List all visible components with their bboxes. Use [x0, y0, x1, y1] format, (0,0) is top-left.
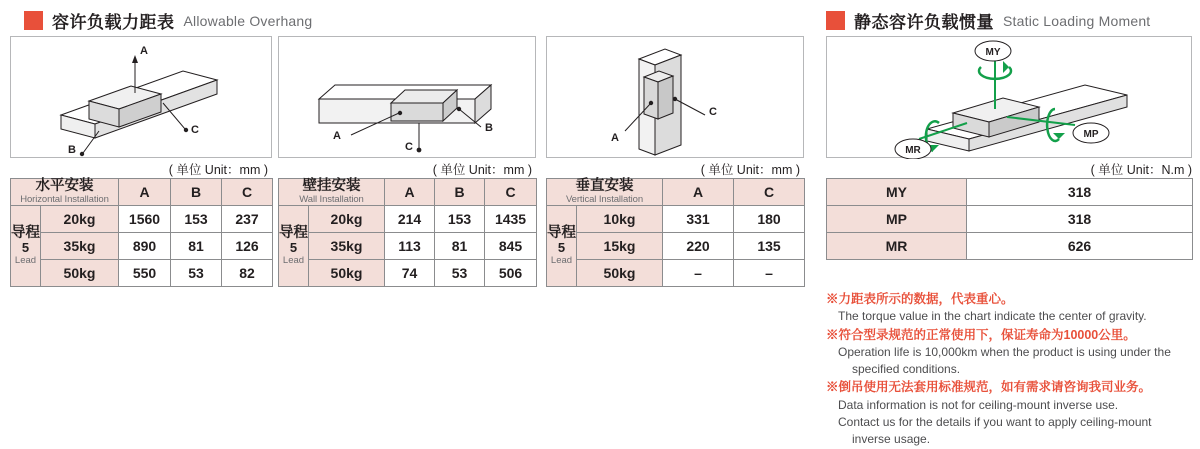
section-header-static-loading-moment — [826, 8, 1150, 33]
cell-b: 81 — [171, 233, 222, 260]
table-header-label — [547, 179, 663, 206]
note-en: The torque value in the chart indicate the center of gravity. — [838, 309, 1147, 324]
static-moment-illustration — [827, 37, 1193, 159]
section-header-allowable-overhang — [24, 8, 312, 33]
lead-label-cn: 导程 — [11, 224, 40, 241]
table-row — [279, 206, 537, 233]
note-en: Contact us for the details if you want to apply ceiling-mount — [838, 414, 1152, 429]
svg-text:A: A — [140, 45, 148, 57]
table-header-row — [11, 179, 273, 206]
section-title-en: Allowable Overhang — [183, 12, 313, 29]
moment-name: MP — [827, 206, 967, 233]
table-header-label — [11, 179, 119, 206]
unit-label-nm-moment: ( 单位 Unit：N.m ) — [1090, 163, 1192, 177]
lead-label-cn: 导程 — [547, 224, 576, 241]
lead-label-cn: 导程 — [279, 224, 308, 241]
cell-c: 180 — [734, 206, 805, 233]
row-weight: 50kg — [41, 260, 119, 287]
section-title-cn: 容许负载力距表 — [52, 13, 175, 32]
lead-value: 5 — [21, 240, 30, 256]
moment-value: 318 — [967, 179, 1193, 206]
cell-a: 1560 — [119, 206, 171, 233]
cell-b: 81 — [435, 233, 485, 260]
note-item — [826, 290, 1198, 326]
cell-c: 82 — [222, 260, 273, 287]
diagram-wall-installation — [278, 36, 536, 158]
table-row — [11, 206, 273, 233]
cell-b: 153 — [435, 206, 485, 233]
section-marker-icon — [826, 11, 845, 30]
table-wall-installation — [278, 178, 537, 287]
table-row — [547, 206, 805, 233]
table-row — [547, 233, 805, 260]
table-header-en: Vertical Installation — [565, 193, 644, 205]
svg-text:C: C — [405, 141, 413, 153]
diagram-static-loading-moment — [826, 36, 1192, 158]
note-en: Operation life is 10,000km when the product is using under the — [838, 344, 1171, 359]
cell-c: 237 — [222, 206, 273, 233]
notes-block — [826, 290, 1198, 449]
table-row — [827, 206, 1193, 233]
table-row — [827, 233, 1193, 260]
diagram-horizontal-installation — [10, 36, 272, 158]
column-header-c: C — [222, 179, 273, 206]
cell-c: 506 — [485, 260, 537, 287]
cell-a: 113 — [385, 233, 435, 260]
cell-a: 214 — [385, 206, 435, 233]
table-vertical-installation — [546, 178, 805, 287]
lead-value: 5 — [289, 240, 298, 256]
note-cn: ※倒吊使用无法套用标准规范，如有需求请咨询我司业务。 — [826, 380, 1152, 395]
cell-b: 53 — [435, 260, 485, 287]
table-row — [279, 260, 537, 287]
unit-label-mm-vertical: ( 单位 Unit：mm ) — [700, 163, 800, 177]
table-header-cn: 垂直安装 — [575, 178, 634, 195]
table-row — [11, 233, 273, 260]
moment-name: MY — [827, 179, 967, 206]
moment-value: 626 — [967, 233, 1193, 260]
row-weight: 20kg — [41, 206, 119, 233]
svg-text:MP: MP — [1083, 129, 1099, 140]
lead-label — [279, 206, 309, 287]
cell-a: 220 — [663, 233, 734, 260]
cell-b: 153 — [171, 206, 222, 233]
svg-text:A: A — [333, 130, 341, 142]
row-weight: 35kg — [41, 233, 119, 260]
horizontal-installation-illustration — [11, 37, 273, 159]
cell-a: 890 — [119, 233, 171, 260]
cell-b: 53 — [171, 260, 222, 287]
cell-a: 550 — [119, 260, 171, 287]
svg-text:B: B — [68, 144, 76, 156]
table-static-loading-moment — [826, 178, 1193, 260]
svg-text:B: B — [485, 122, 493, 134]
row-weight: 50kg — [309, 260, 385, 287]
table-header-cn: 壁挂安装 — [302, 178, 361, 195]
section-marker-icon — [24, 11, 43, 30]
cell-c: 1435 — [485, 206, 537, 233]
table-row — [11, 260, 273, 287]
note-item — [826, 378, 1198, 448]
row-weight: 20kg — [309, 206, 385, 233]
column-header-b: B — [171, 179, 222, 206]
table-header-row — [547, 179, 805, 206]
lead-label-en: Lead — [14, 255, 37, 267]
wall-installation-illustration — [279, 37, 537, 159]
svg-text:C: C — [191, 124, 199, 136]
column-header-a: A — [663, 179, 734, 206]
column-header-b: B — [435, 179, 485, 206]
lead-label — [11, 206, 41, 287]
cell-a: 74 — [385, 260, 435, 287]
table-row — [279, 233, 537, 260]
lead-label-en: Lead — [550, 255, 573, 267]
cell-a: 331 — [663, 206, 734, 233]
moment-name: MR — [827, 233, 967, 260]
section-title-cn: 静态容许负载惯量 — [854, 13, 994, 32]
column-header-c: C — [734, 179, 805, 206]
svg-text:A: A — [611, 132, 619, 144]
cell-c: 126 — [222, 233, 273, 260]
note-item — [826, 326, 1198, 379]
vertical-installation-illustration — [547, 37, 805, 159]
column-header-a: A — [385, 179, 435, 206]
lead-value: 5 — [557, 240, 566, 256]
lead-label — [547, 206, 577, 287]
svg-text:MY: MY — [985, 47, 1001, 58]
table-header-cn: 水平安装 — [35, 178, 94, 195]
row-weight: 15kg — [577, 233, 663, 260]
column-header-c: C — [485, 179, 537, 206]
note-cn: ※符合型录规范的正常使用下，保证寿命为10000公里。 — [826, 327, 1136, 342]
cell-c: 845 — [485, 233, 537, 260]
svg-text:C: C — [709, 106, 717, 118]
cell-c: – — [734, 260, 805, 287]
table-header-label — [279, 179, 385, 206]
svg-text:MR: MR — [905, 145, 921, 156]
note-en: Data information is not for ceiling-mount inverse use. — [838, 397, 1119, 412]
diagram-vertical-installation — [546, 36, 804, 158]
unit-label-mm-horizontal: ( 单位 Unit：mm ) — [168, 163, 268, 177]
unit-label-mm-wall: ( 单位 Unit：mm ) — [432, 163, 532, 177]
lead-label-en: Lead — [282, 255, 305, 267]
note-cn: ※力距表所示的数据，代表重心。 — [826, 292, 1014, 306]
table-row — [827, 179, 1193, 206]
table-row — [547, 260, 805, 287]
table-header-en: Wall Installation — [299, 193, 364, 205]
cell-a: – — [663, 260, 734, 287]
row-weight: 50kg — [577, 260, 663, 287]
row-weight: 10kg — [577, 206, 663, 233]
section-title-en: Static Loading Moment — [1003, 12, 1151, 29]
cell-c: 135 — [734, 233, 805, 260]
moment-value: 318 — [967, 206, 1193, 233]
note-en: inverse usage. — [852, 432, 931, 447]
table-horizontal-installation — [10, 178, 273, 287]
table-header-en: Horizontal Installation — [20, 193, 109, 205]
column-header-a: A — [119, 179, 171, 206]
note-en: specified conditions. — [852, 362, 961, 377]
row-weight: 35kg — [309, 233, 385, 260]
table-header-row — [279, 179, 537, 206]
